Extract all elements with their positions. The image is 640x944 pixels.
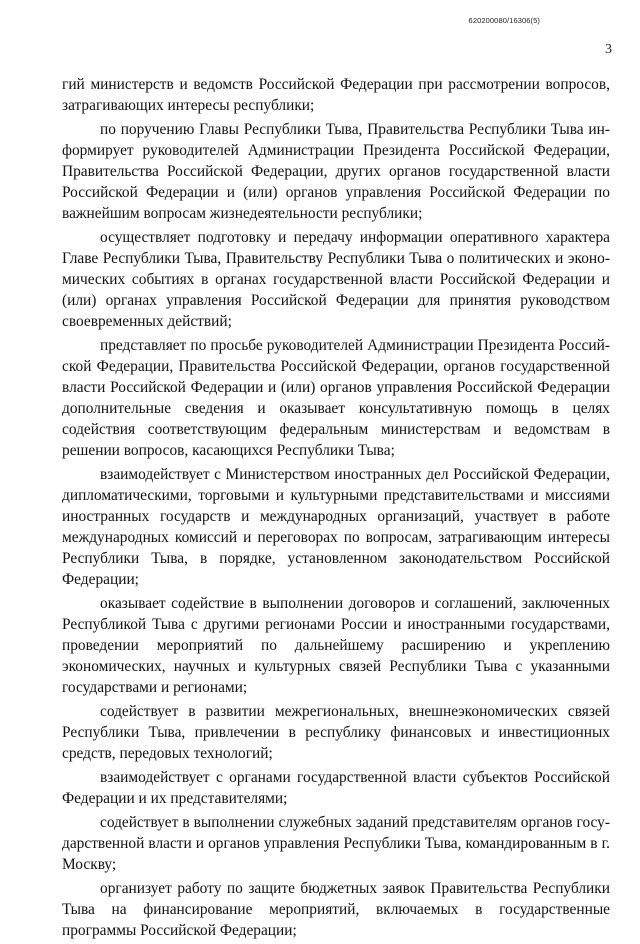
paragraph-3: осуществляет подготовку и передачу информации оперативного характера Главе Республики Тыва, Правительству Республики Тыва о политических и экономических событиях в органах государственной власти Российской Федерации и (или) органах управления Российской Федерации для принятия руководством своевременных действий; (62, 229, 610, 330)
paragraph-2: по поручению Главы Республики Тыва, Правительства Республики Тыва информирует руководителей Администрации Президента Российской Федерации, Правительства Российской Федерации, других органов государственной власти Российской Федерации и (или) органов управления Российской Федерации по важнейшим вопросам жизнедеятельности республики; (62, 121, 610, 222)
paragraph-5: взаимодействует с Министерством иностранных дел Российской Федерации, дипломатическими, торговыми и культурными представительствами и миссиями иностранных государств и международных организаций, участвует в работе международных комиссий и переговорах по вопросам, затрагивающим интересы Республики Тыва, в порядке, установленном законодательством Российской Федерации; (62, 466, 610, 588)
page-number: 3 (605, 42, 612, 57)
paragraph-8: взаимодействует с органами государственной власти субъектов Российской Федерации и их представителями; (62, 769, 610, 807)
paragraph-6: оказывает содействие в выполнении договоров и соглашений, заключенных Республикой Тыва с другими регионами России и иностранными государствами, проведении мероприятий по дальнейшему расширению и укреплению экономических, научных и культурных связей Республики Тыва с указанными государствами и регионами; (62, 595, 610, 696)
document-code: 620200080/16306(5) (468, 16, 540, 25)
paragraph-1: гий министерств и ведомств Российской Федерации при рассмотрении вопросов, затрагивающих интересы республики; (62, 76, 610, 114)
paragraph-9: содействует в выполнении служебных заданий представителям органов государственной власти и органов управления Республики Тыва, командированным в г. Москву; (62, 814, 610, 873)
paragraph-7: содействует в развитии межрегиональных, внешнеэкономических связей Республики Тыва, привлечении в республику финансовых и инвестиционных средств, передовых технологий; (62, 703, 610, 762)
document-body (62, 74, 610, 944)
paragraph-4: представляет по просьбе руководителей Администрации Президента Российской Федерации, Правительства Российской Федерации, органов государственной власти Российской Федерации и (или) органов управления Российской Федерации дополнительные сведения и оказывает консультативную помощь в целях содействия соответствующим федеральным министерствам и ведомствам в решении вопросов, касающихся Республики Тыва; (62, 337, 610, 459)
paragraph-10: организует работу по защите бюджетных заявок Правительства Республики Тыва на финансирование мероприятий, включаемых в государственные программы Российской Федерации; (62, 880, 610, 939)
